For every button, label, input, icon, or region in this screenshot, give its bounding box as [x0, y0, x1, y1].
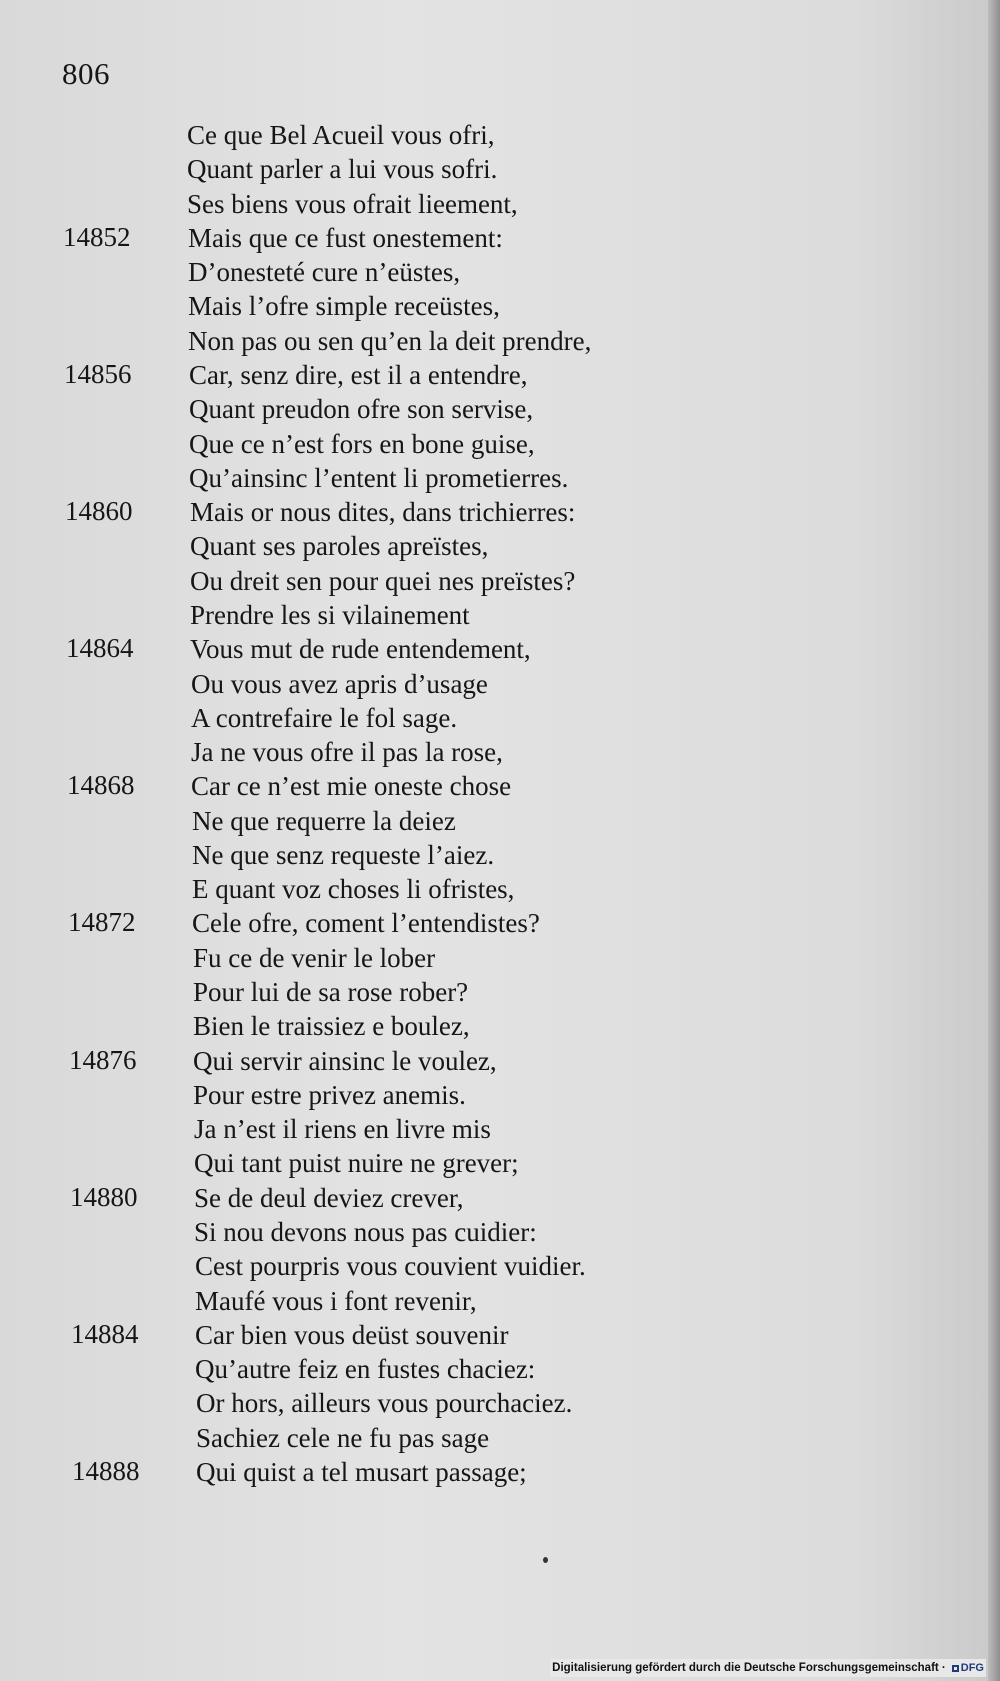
verse-line: D’onesteté cure n’eüstes,: [188, 257, 461, 287]
verse-line: Ja ne vous ofre il pas la rose,: [191, 737, 503, 767]
verse-line: Bien le traissiez e boulez,: [193, 1011, 470, 1041]
credit-text: Digitalisierung gefördert durch die Deutsche Forschungsgemeinschaft ·: [552, 1662, 946, 1674]
line-number: 14888: [72, 1456, 140, 1486]
verse-line: Quant preudon ofre son servise,: [189, 394, 534, 424]
line-number: 14856: [64, 359, 132, 389]
verse-line: Ce que Bel Acueil vous ofri,: [187, 120, 495, 150]
line-number: 14860: [65, 496, 133, 526]
verse-line: Ne que requerre la deiez: [192, 806, 456, 836]
verse-line: Quant parler a lui vous sofri.: [187, 154, 498, 184]
verse-line: Car, senz dire, est il a entendre,: [189, 360, 528, 390]
verse-line: Ja n’est il riens en livre mis: [194, 1114, 491, 1144]
verse-line: Qu’ainsinc l’entent li prometierres.: [189, 463, 569, 493]
verse-line: Cele ofre, coment l’entendistes?: [192, 908, 540, 938]
line-number: 14872: [68, 907, 136, 937]
verse-line: A contrefaire le fol sage.: [191, 703, 458, 733]
verse-line: Qui servir ainsinc le voulez,: [193, 1046, 497, 1076]
verse-line: Mais que ce fust onestement:: [188, 223, 503, 253]
verse-line: Ne que senz requeste l’aiez.: [192, 840, 495, 870]
dfg-logo: [952, 1662, 984, 1674]
verse-line: Qui tant puist nuire ne grever;: [194, 1148, 519, 1178]
line-number: 14852: [63, 222, 131, 252]
page-number: 806: [62, 56, 110, 91]
verse-line: Se de deul deviez crever,: [194, 1183, 464, 1213]
verse-line: Qui quist a tel musart passage;: [196, 1457, 527, 1487]
verse-line: Ou dreit sen pour quei nes preïstes?: [190, 566, 576, 596]
page-edge-shadow: [988, 0, 1000, 1681]
line-number: 14876: [69, 1045, 137, 1075]
verse-line: Mais l’ofre simple receüstes,: [188, 291, 500, 321]
verse-line: Ses biens vous ofrait lieement,: [187, 189, 518, 219]
verse-line: Or hors, ailleurs vous pourchaciez.: [196, 1388, 573, 1418]
verse-line: Car ce n’est mie oneste chose: [191, 771, 512, 801]
line-number: 14868: [67, 770, 135, 800]
page-speck: [543, 1557, 548, 1563]
verse-line: Quant ses paroles apreïstes,: [190, 531, 489, 561]
verse-line: Sachiez cele ne fu pas sage: [196, 1423, 490, 1453]
digitization-credit: [550, 1659, 986, 1677]
line-number: 14880: [70, 1182, 138, 1212]
verse-line: Fu ce de venir le lober: [193, 943, 436, 973]
verse-line: Cest pourpris vous couvient vuidier.: [195, 1251, 586, 1281]
dfg-logo-text: DFG: [960, 1662, 984, 1674]
verse-line: Si nou devons nous pas cuidier:: [194, 1217, 537, 1247]
verse-line: Pour estre privez anemis.: [193, 1080, 466, 1110]
verse-line: Vous mut de rude entendement,: [190, 634, 531, 664]
verse-line: Non pas ou sen qu’en la deit prendre,: [188, 326, 592, 356]
verse-line: Mais or nous dites, dans trichierres:: [190, 497, 576, 527]
verse-line: Maufé vous i font revenir,: [195, 1286, 477, 1316]
verse-line: Qu’autre feiz en fustes chaciez:: [195, 1354, 536, 1384]
verse-line: Que ce n’est fors en bone guise,: [189, 429, 535, 459]
verse-line: Car bien vous deüst souvenir: [195, 1320, 509, 1350]
verse-line: E quant voz choses li ofristes,: [192, 874, 515, 904]
verse-line: Prendre les si vilainement: [190, 600, 470, 630]
line-number: 14864: [66, 633, 134, 663]
verse-line: Ou vous avez apris d’usage: [191, 669, 488, 699]
verse-line: Pour lui de sa rose rober?: [193, 977, 469, 1007]
dfg-mark-icon: [952, 1665, 959, 1672]
line-number: 14884: [71, 1319, 139, 1349]
